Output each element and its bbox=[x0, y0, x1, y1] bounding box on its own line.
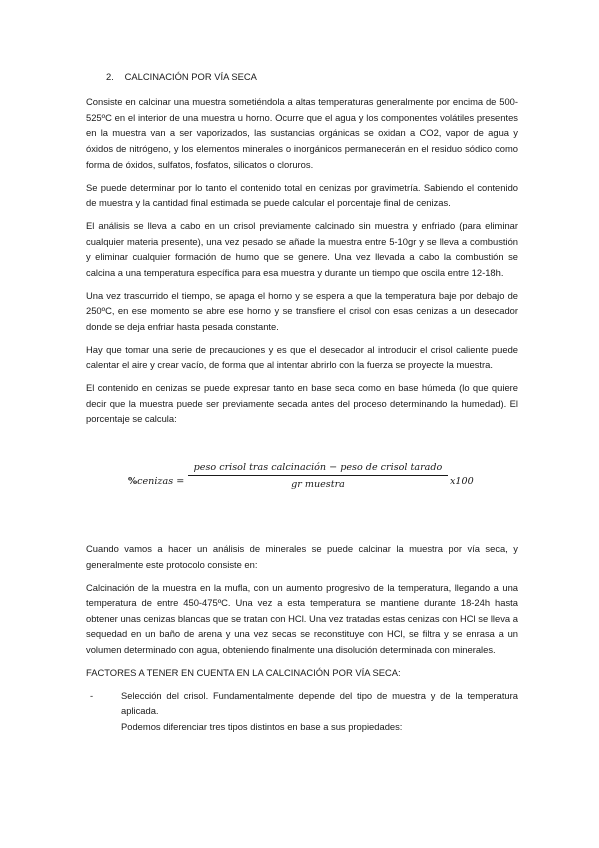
formula-fraction bbox=[188, 462, 448, 490]
paragraph: Calcinación de la muestra en la mufla, con un aumento progresivo de la temperatura, llegando a una temperatura de entre 450-475ºC. Una vez a esta temperatura se mantiene durante 18-24h hasta obtener unas cenizas blancas que se tratan con HCl. Una vez tratadas estas cenizas con HCl se lleva a sequedad en un baño de arena y una vez secas se reconstituye con HCl, se filtra y se enrasa a un volumen determinado con agua, obteniendo finalmente una disolución determinada con minerales. bbox=[86, 581, 518, 655]
list-item-subtext: Podemos diferenciar tres tipos distintos en base a sus propiedades: bbox=[121, 720, 403, 732]
formula-denominator: gr muestra bbox=[291, 479, 345, 491]
formula-lhs-label: cenizas bbox=[137, 476, 174, 488]
formula-numerator: peso crisol tras calcinación − peso de crisol tarado bbox=[193, 462, 443, 474]
formula-equals: = bbox=[176, 476, 185, 488]
list-bullet-dash: - bbox=[90, 689, 94, 701]
paragraph: El análisis se lleva a cabo en un crisol previamente calcinado sin muestra y enfriado (para eliminar cualquier materia presente), una vez pesado se añade la muestra entre 5-10gr y se lleva a combustión y eliminar cualquier formación de humo que se genere. Una vez llevada a cabo la combustión se calcina a una temperatura específica para esa muestra y durante un tiempo que oscila entre 12-18h. bbox=[86, 220, 518, 278]
paragraph: Se puede determinar por lo tanto el contenido total en cenizas por gravimetría. Sabiendo el contenido de muestra y la cantidad final estimada se puede calcular el porcentaje final de cenizas. bbox=[86, 181, 518, 209]
formula-percent-sign: % bbox=[128, 476, 138, 488]
section-number: 2. bbox=[106, 71, 114, 82]
subheading: FACTORES A TENER EN CUENTA EN LA CALCINACIÓN POR VÍA SECA: bbox=[86, 666, 401, 678]
formula-lhs bbox=[128, 476, 184, 487]
ash-percentage-formula bbox=[86, 462, 518, 507]
list-item bbox=[86, 688, 518, 735]
paragraph: Cuando vamos a hacer un análisis de minerales se puede calcinar la muestra por vía seca, y generalmente este protocolo consiste en: bbox=[86, 543, 518, 570]
paragraph: El contenido en cenizas se puede expresar tanto en base seca como en base húmeda (lo que quiere decir que la muestra puede ser previamente secada antes del proceso determinando la humedad). El porcentaje se calcula: bbox=[86, 382, 518, 425]
formula-multiplier: x100 bbox=[450, 476, 474, 488]
paragraph: Una vez trascurrido el tiempo, se apaga el horno y se espera a que la temperatura baje por debajo de 250ºC, en ese momento se abre ese horno y se transfiere el crisol con esas cenizas a un desecador donde se deja enfriar hasta pesada constante. bbox=[86, 289, 518, 332]
list-item-text: Selección del crisol. Fundamentalmente depende del tipo de muestra y de la temperatura aplicada. bbox=[121, 689, 518, 717]
document-content bbox=[86, 70, 518, 734]
paragraph: Hay que tomar una serie de precauciones y es que el desecador al introducir el crisol caliente puede calentar el aire y crear vacío, de forma que al intentar abrirlo con la fuerza se proyecte la muestra. bbox=[86, 343, 518, 371]
section-heading bbox=[106, 70, 518, 84]
section-title: CALCINACIÓN POR VÍA SECA bbox=[124, 71, 257, 82]
paragraph: Consiste en calcinar una muestra sometiéndola a altas temperaturas generalmente por encima de 500-525ºC en el interior de una muestra u horno. Ocurre que el agua y los componentes volátiles presentes en la muestra van a ser vaporizados, las sustancias orgánicas se oxidan a CO2, vapor de agua y óxidos de nitrógeno, y los elementos minerales o inorgánicos permanecerán en el residuo sódico como forma de óxidos, sulfatos, fosfatos, silicatos o cloruros. bbox=[86, 96, 518, 170]
